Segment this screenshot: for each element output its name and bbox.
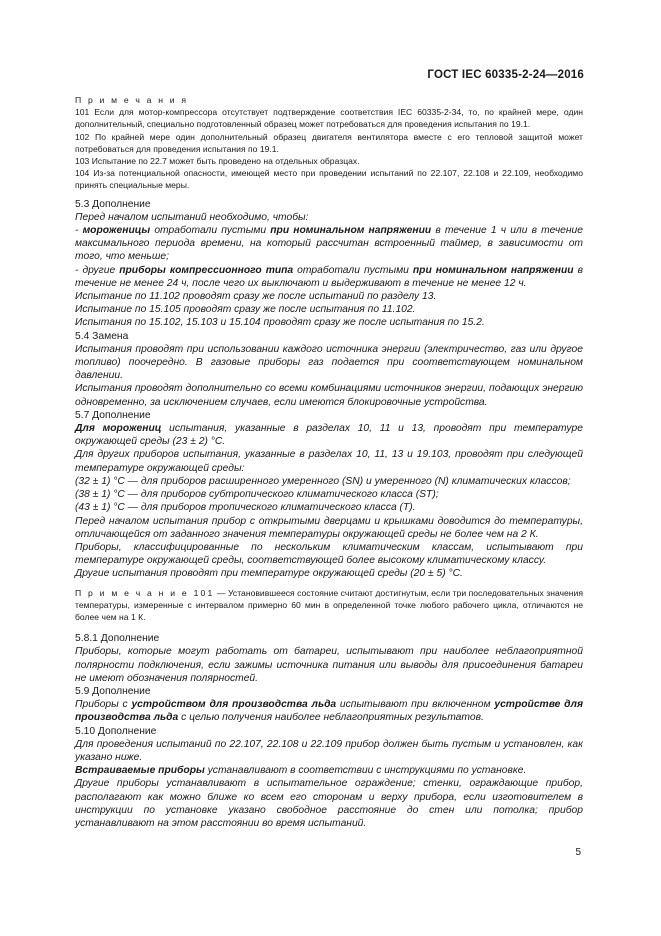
section-5-7-para-2: Для других приборов испытания, указанные в разделах 10, 11, 13 и 19.103, проводят при следующей температуре окружающей среды: bbox=[75, 449, 583, 474]
section-5-4-para-2: Испытания проводят дополнительно со всеми комбинациями источников энергии, подающих энергию одновременно, за исключением случаев, если имеются блокировочные устройства. bbox=[75, 383, 583, 408]
section-5-3-line-3: Испытания по 15.102, 15.103 и 15.104 проводят сразу же после испытания по 15.2. bbox=[75, 317, 485, 329]
section-5-10-para-2: Встраиваемые приборы устанавливают в соответствии с инструкциями по установке. bbox=[75, 765, 527, 777]
notes-heading: П р и м е ч а н и я bbox=[75, 95, 189, 105]
section-5-10-para-3: Другие приборы устанавливают в испытательное ограждение; стенки, ограждающие прибор, располагают как можно ближе ко всем его сторонам и верху прибора, если изготовителем в инструкции по установке указано свободное расстояние до стен или потолка; прибор устанавливают на этом расстоянии во время испытаний. bbox=[75, 778, 583, 829]
section-5-9-heading: 5.9 Дополнение bbox=[75, 685, 151, 697]
section-5-3-intro: Перед началом испытаний необходимо, чтобы: bbox=[75, 211, 309, 223]
section-5-7-para-3: Перед началом испытания прибор с открытыми дверцами и крышками доводится до температуры, отличающейся от заданного значения температуры окружающей среды не более чем на 2 К. bbox=[75, 515, 583, 540]
section-5-3-line-2: Испытание по 15.105 проводят сразу же после испытания по 11.102. bbox=[75, 304, 416, 316]
section-5-3-bullet-1: - мороженицы отработали пустыми при номинальном напряжении в течение 1 ч или в течение максимального периода времени, на который рассчитан встроенный таймер, в зависимости от того, что меньше; bbox=[75, 225, 583, 263]
document-header: ГОСТ IEC 60335-2-24—2016 bbox=[427, 69, 584, 81]
section-5-7-para-5: Другие испытания проводят при температуре окружающей среды (20 ± 5) °С. bbox=[75, 568, 463, 580]
section-5-4-heading: 5.4 Замена bbox=[75, 330, 129, 342]
section-5-4-para-1: Испытания проводят при использовании каждого источника энергии (электричество, газ или другое топливо) поочередно. В газовые приборы газ подается при соответствующем номинальном давлении. bbox=[75, 343, 583, 382]
section-5-3-bullet-2: - другие приборы компрессионного типа отработали пустыми при номинальном напряжении в течение не менее 24 ч, после чего их выключают и выдерживают в течение не менее 12 ч. bbox=[75, 264, 583, 289]
section-5-3-line-1: Испытание по 11.102 проводят сразу же после испытаний по разделу 13. bbox=[75, 291, 437, 303]
section-5-10-heading: 5.10 Дополнение bbox=[75, 725, 157, 737]
note-101: 101 Если для мотор-компрессора отсутствует подтверждение соответствия IEC 60335-2-34, то, по крайней мере, один дополнительный, специально подготовленный образец может потребоваться для проведения испытания по 19.1. bbox=[75, 107, 583, 130]
section-5-8-1-heading: 5.8.1 Дополнение bbox=[75, 633, 160, 645]
section-5-7-note: П р и м е ч а н и е 101 — Установившееся состояние считают достигнутым, если три последовательных значения температуры, измеренные с интервалом примерно 60 мин в определенной точке любого рабочего цикла, отличаются не более чем на 1 К. bbox=[75, 587, 583, 622]
section-5-7-temp-1: (32 ± 1) °С — для приборов расширенного умеренного (SN) и умеренного (N) климатических классов; bbox=[75, 475, 571, 487]
section-5-10-para-1: Для проведения испытаний по 22.107, 22.108 и 22.109 прибор должен быть пустым и установлен, как указано ниже. bbox=[75, 738, 583, 763]
section-5-3-heading: 5.3 Дополнение bbox=[75, 198, 151, 210]
section-5-7-temp-2: (38 ± 1) °С — для приборов субтропического климатического класса (ST); bbox=[75, 489, 439, 501]
section-5-7-temp-3: (43 ± 1) °С — для приборов тропического климатического класса (Т). bbox=[75, 502, 416, 514]
section-5-9-para: Приборы с устройством для производства льда испытывают при включенном устройстве для производства льда с целью получения наиболее неблагоприятных результатов. bbox=[75, 699, 584, 724]
page-number: 5 bbox=[575, 847, 581, 858]
document-body bbox=[75, 94, 583, 830]
note-104: 104 Из-за потенциальной опасности, имеющей место при проведении испытаний по 22.107, 22.108 и 22.109, необходимо принять специальные меры. bbox=[75, 168, 583, 191]
section-5-7-para-4: Приборы, классифицированные по нескольким климатическим классам, испытывают при температуре окружающей среды, соответствующей более высокому климатическому классу. bbox=[75, 541, 583, 567]
section-5-8-1-para: Приборы, которые могут работать от батареи, испытывают при наиболее неблагоприятной полярности подключения, если зажимы источника питания или выводы для присоединения батареи не имеют обозначения полярностей. bbox=[75, 646, 583, 684]
section-5-7-heading: 5.7 Дополнение bbox=[75, 409, 151, 421]
section-5-7-para-1: Для морожениц испытания, указанные в разделах 10, 11 и 13, проводят при температуре окружающей среды (23 ± 2) °С. bbox=[75, 423, 583, 448]
note-103: 103 Испытание по 22.7 может быть проведено на отдельных образцах. bbox=[75, 156, 360, 167]
note-102: 102 По крайней мере один дополнительный образец двигателя вентилятора вместе с его тепловой защитой может потребоваться для проведения испытания по 19.1. bbox=[75, 131, 583, 154]
